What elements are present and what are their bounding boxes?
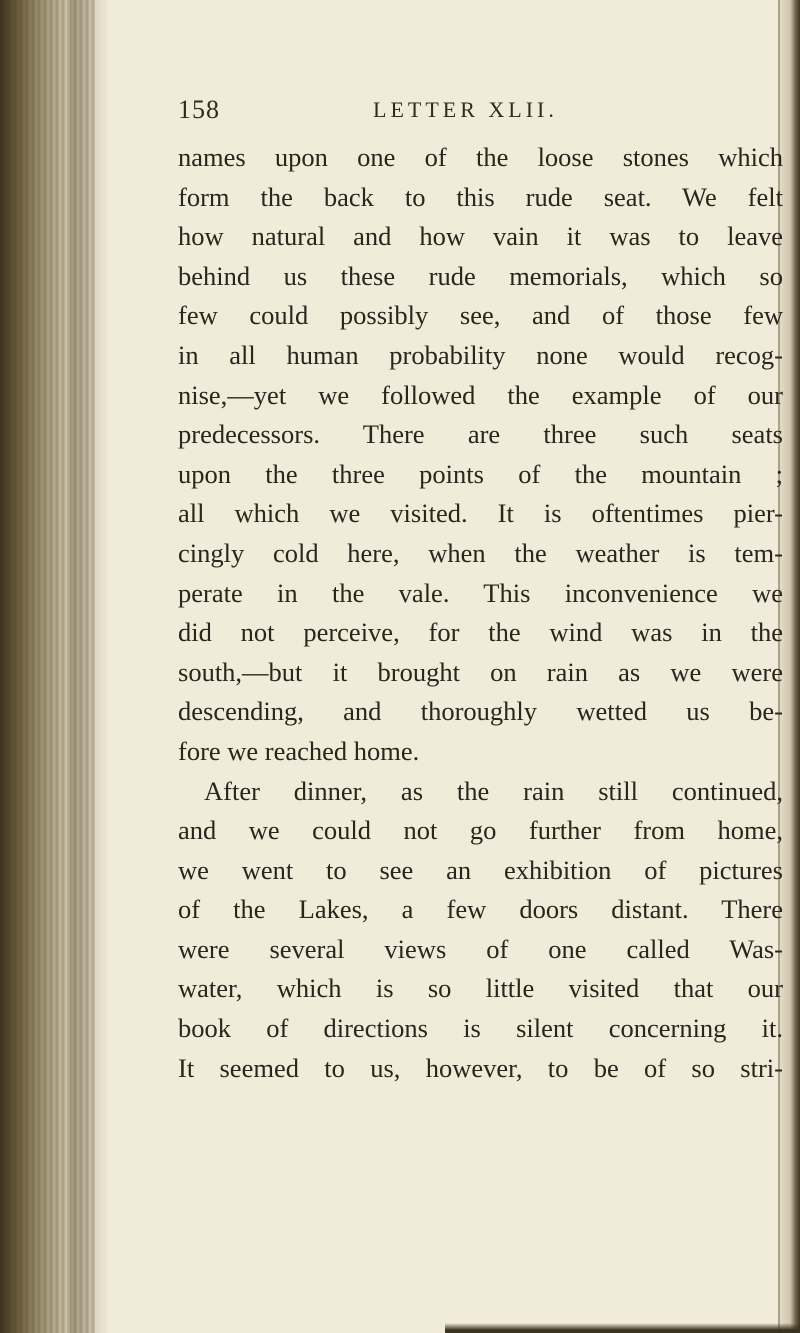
text-line: and we could not go further from home, <box>178 815 783 846</box>
text-line: nise,—yet we followed the example of our <box>178 379 783 410</box>
gutter-shadow <box>70 0 110 1333</box>
text-line: upon the three points of the mountain ; <box>178 458 783 489</box>
text-line: in all human probability none would recog- <box>178 339 783 370</box>
text-line: perate in the vale. This inconvenience we <box>178 577 783 608</box>
page-edge-bottom <box>445 1323 800 1333</box>
page-header <box>178 95 778 135</box>
text-line: It seemed to us, however, to be of so stri- <box>178 1052 783 1083</box>
text-line: fore we reached home. <box>178 735 420 766</box>
running-head: LETTER XLII. <box>373 97 558 122</box>
text-line: predecessors. There are three such seats <box>178 419 783 450</box>
text-line: did not perceive, for the wind was in the <box>178 617 783 648</box>
text-line: south,—but it brought on rain as we were <box>178 656 783 687</box>
page-number: 158 <box>178 95 220 124</box>
text-line: cingly cold here, when the weather is tem- <box>178 537 783 568</box>
body-text <box>178 138 783 1088</box>
text-line: of the Lakes, a few doors distant. There <box>178 894 783 925</box>
text-line: water, which is so little visited that our <box>178 973 783 1004</box>
text-line: After dinner, as the rain still continued, <box>204 775 783 806</box>
text-line: all which we visited. It is oftentimes pier- <box>178 498 783 529</box>
text-line: book of directions is silent concerning it. <box>178 1013 783 1044</box>
text-line: names upon one of the loose stones which <box>178 142 783 172</box>
text-line: were several views of one called Was- <box>178 933 783 964</box>
text-line: few could possibly see, and of those few <box>178 300 783 331</box>
text-line: form the back to this rude seat. We felt <box>178 181 783 212</box>
text-line: how natural and how vain it was to leave <box>178 221 783 252</box>
text-line: we went to see an exhibition of pictures <box>178 854 783 885</box>
text-line: descending, and thoroughly wetted us be- <box>178 696 783 727</box>
text-line: behind us these rude memorials, which so <box>178 260 783 291</box>
